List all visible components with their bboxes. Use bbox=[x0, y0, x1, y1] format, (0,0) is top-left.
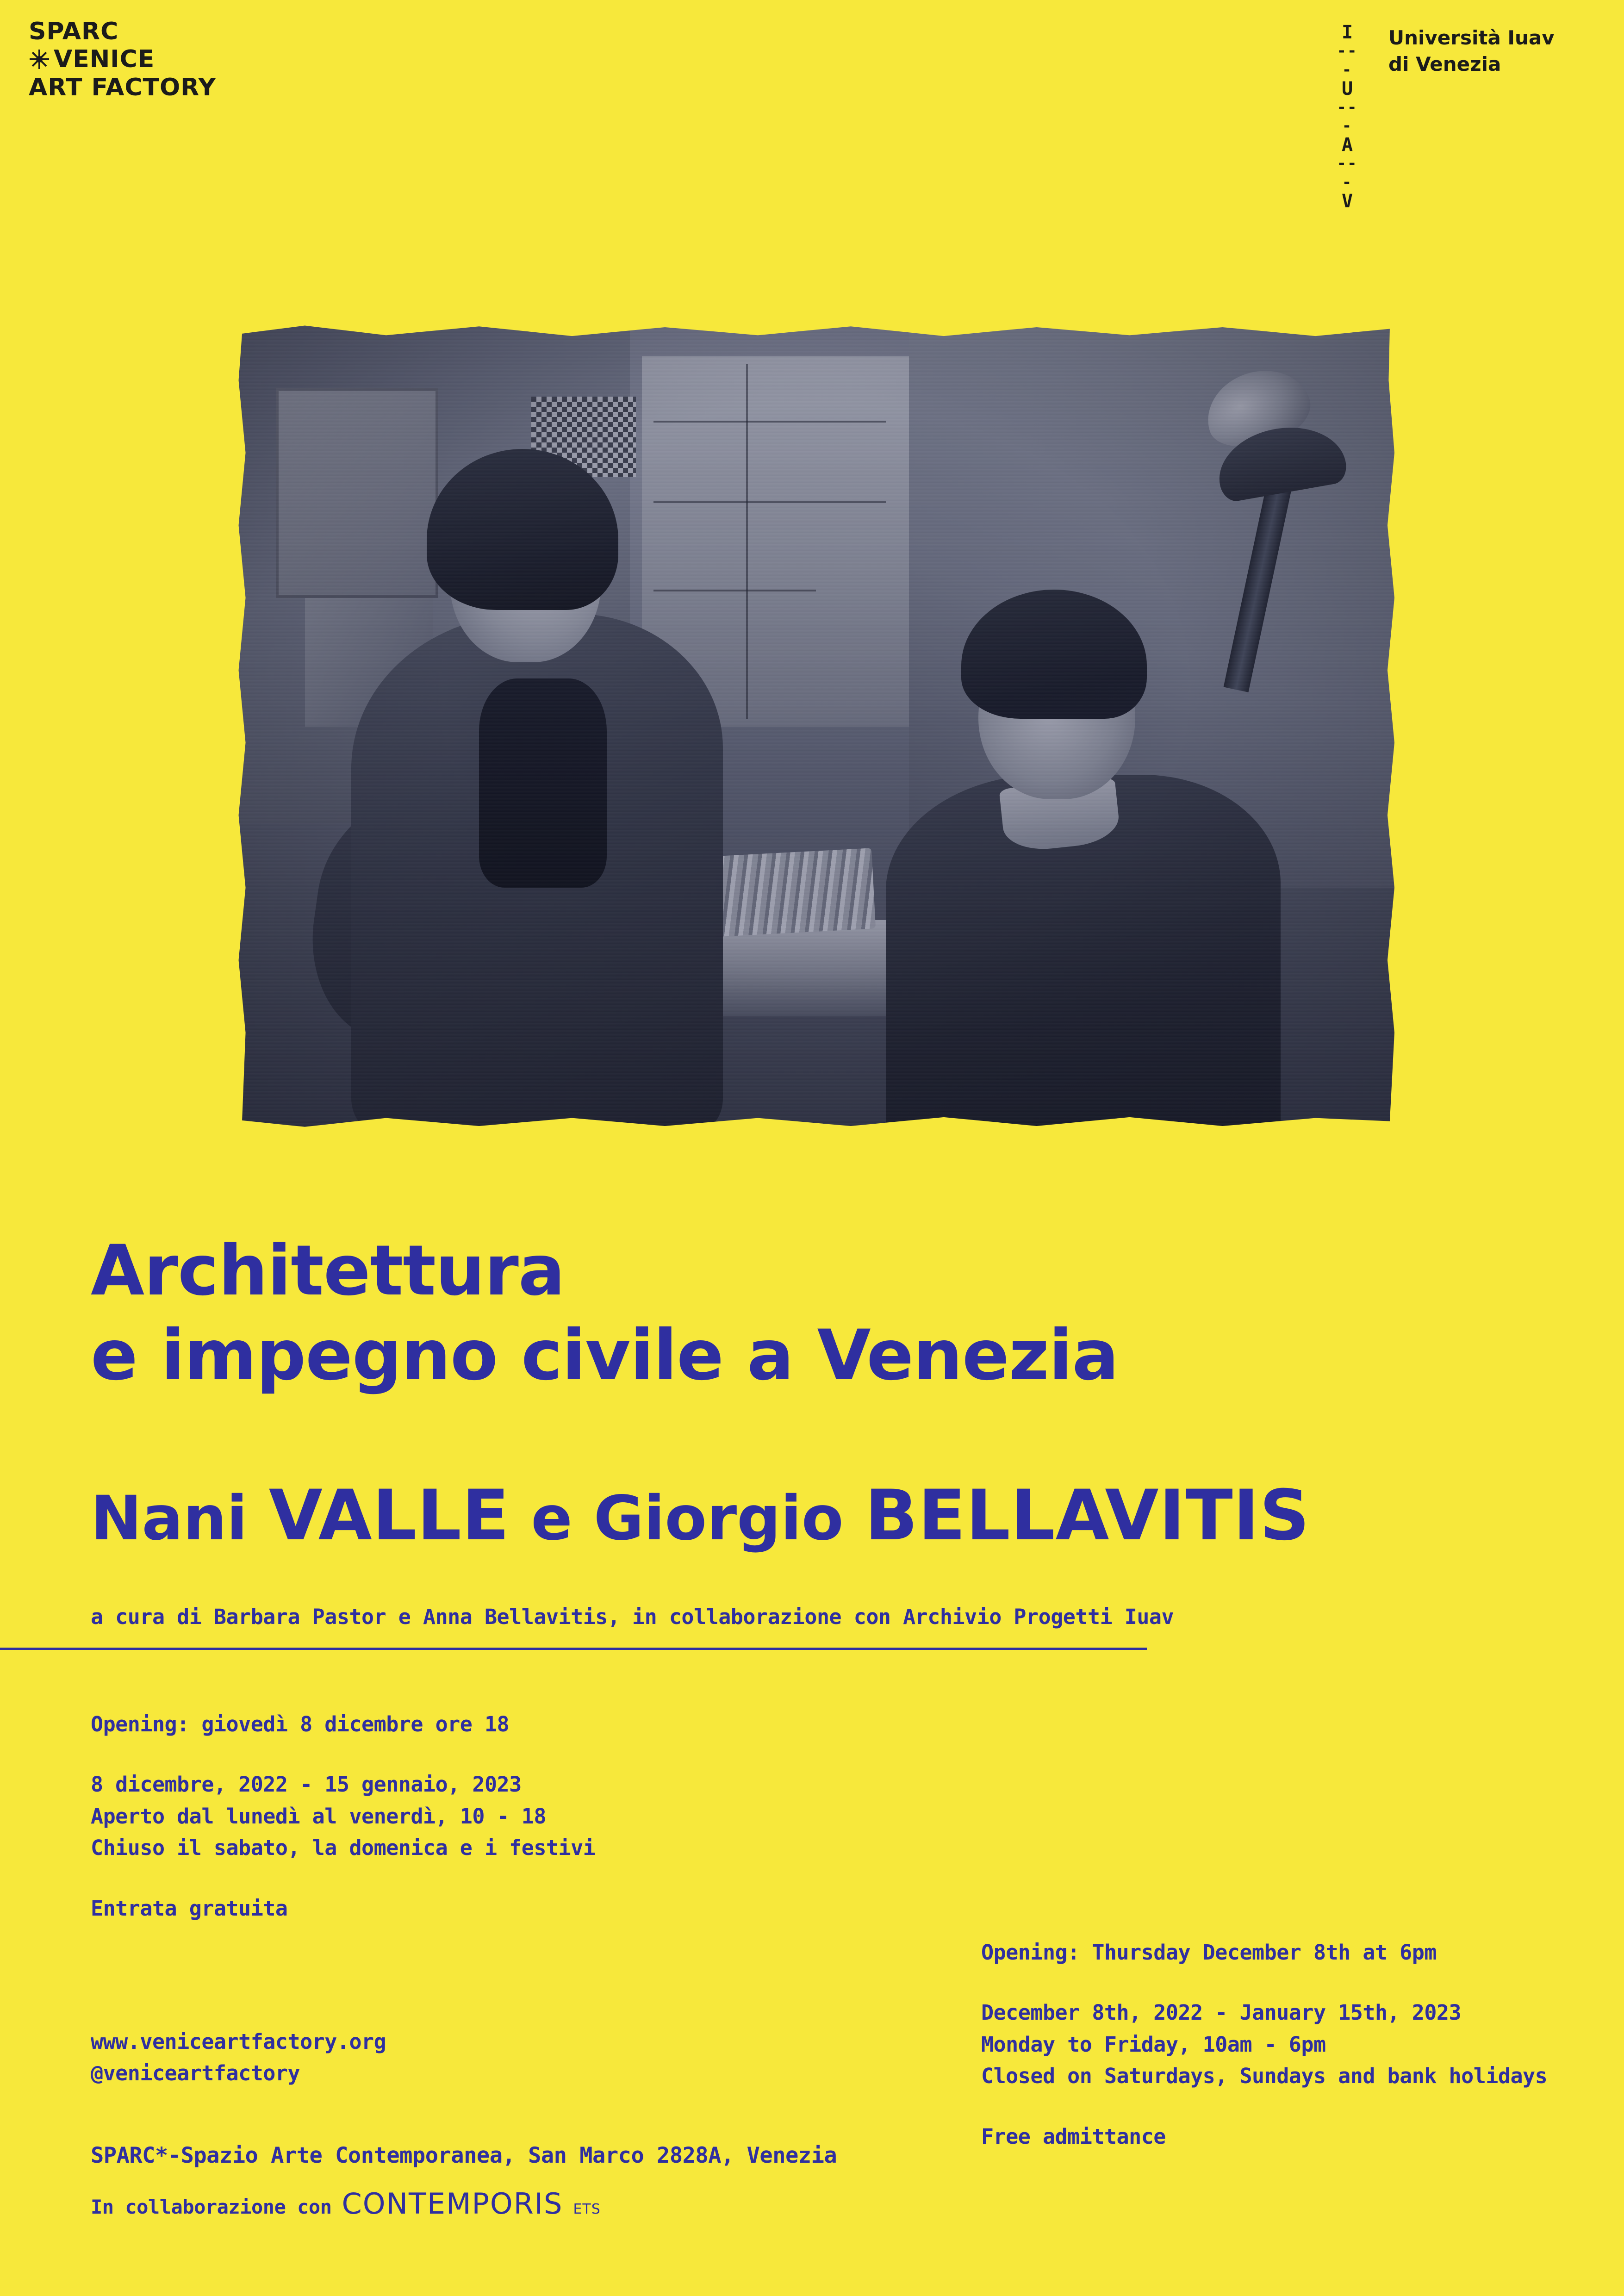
subtitle-pre: Nani bbox=[91, 1483, 269, 1554]
iuav-letter-i: I bbox=[1341, 22, 1353, 43]
it-dates: 8 dicembre, 2022 - 15 gennaio, 2023 bbox=[91, 1772, 522, 1797]
asterisk-star-icon bbox=[29, 49, 50, 70]
en-dates: December 8th, 2022 - January 15th, 2023 bbox=[981, 2000, 1462, 2025]
sparc-logo-line-2: VENICE bbox=[54, 45, 155, 74]
curators-credit: a cura di Barbara Pastor e Anna Bellavitis, in collaborazione con Archivio Progetti Iuav bbox=[91, 1605, 1174, 1629]
info-italian bbox=[91, 1709, 924, 1924]
divider-rule bbox=[0, 1648, 1147, 1650]
subtitle-names bbox=[91, 1475, 1340, 1556]
sparc-logo bbox=[29, 18, 260, 101]
iuav-letter-v: V bbox=[1341, 190, 1353, 212]
photo-frame bbox=[235, 324, 1397, 1129]
sparc-logo-line-1: SPARC bbox=[29, 18, 119, 45]
en-schedule bbox=[981, 1997, 1606, 2092]
social-handle[interactable]: @veniceartfactory bbox=[91, 2061, 300, 2086]
en-closed: Closed on Saturdays, Sundays and bank holidays bbox=[981, 2064, 1548, 2089]
contemporis-logo: CONTEMPORIS bbox=[342, 2187, 563, 2221]
it-schedule bbox=[91, 1769, 924, 1864]
archival-photo bbox=[235, 324, 1397, 1129]
contemporis-logo-suffix: ETS bbox=[573, 2201, 601, 2217]
iuav-letter-mark bbox=[1333, 23, 1362, 211]
iuav-university-name bbox=[1388, 23, 1555, 211]
collaboration-credit bbox=[91, 2187, 601, 2221]
iuav-letter-u: U bbox=[1341, 78, 1353, 100]
it-opening: Opening: giovedì 8 dicembre ore 18 bbox=[91, 1712, 510, 1736]
it-closed: Chiuso il sabato, la domenica e i festivi bbox=[91, 1836, 596, 1860]
iuav-dash-2: --- bbox=[1337, 98, 1358, 136]
iuav-name-line-2: di Venezia bbox=[1388, 52, 1501, 75]
contact-links bbox=[91, 2026, 386, 2090]
sparc-logo-line-3: ART FACTORY bbox=[29, 73, 217, 101]
title-line-1: Architettura bbox=[91, 1231, 565, 1311]
subtitle-mid: e Giorgio bbox=[510, 1483, 865, 1554]
iuav-logo bbox=[1333, 23, 1555, 211]
iuav-dash-1: --- bbox=[1337, 42, 1358, 79]
page-title bbox=[91, 1229, 1294, 1398]
iuav-dash-3: --- bbox=[1337, 154, 1358, 192]
en-admission: Free admittance bbox=[981, 2124, 1166, 2149]
subtitle-name-bellavitis: BELLAVITIS bbox=[865, 1475, 1310, 1556]
venue-address: SPARC*-Spazio Arte Contemporanea, San Marco 2828A, Venezia bbox=[91, 2143, 837, 2168]
en-opening: Opening: Thursday December 8th at 6pm bbox=[981, 1940, 1437, 1965]
iuav-name-line-1: Università Iuav bbox=[1388, 26, 1555, 49]
subtitle-name-valle: VALLE bbox=[268, 1475, 510, 1556]
iuav-letter-a: A bbox=[1341, 134, 1353, 156]
title-line-2: e impegno civile a Venezia bbox=[91, 1315, 1119, 1396]
it-hours: Aperto dal lunedì al venerdì, 10 - 18 bbox=[91, 1804, 546, 1829]
website-link[interactable]: www.veniceartfactory.org bbox=[91, 2029, 386, 2054]
en-hours: Monday to Friday, 10am - 6pm bbox=[981, 2032, 1326, 2057]
collab-label: In collaborazione con bbox=[91, 2196, 332, 2218]
info-english bbox=[981, 1937, 1606, 2153]
it-admission: Entrata gratuita bbox=[91, 1896, 288, 1921]
